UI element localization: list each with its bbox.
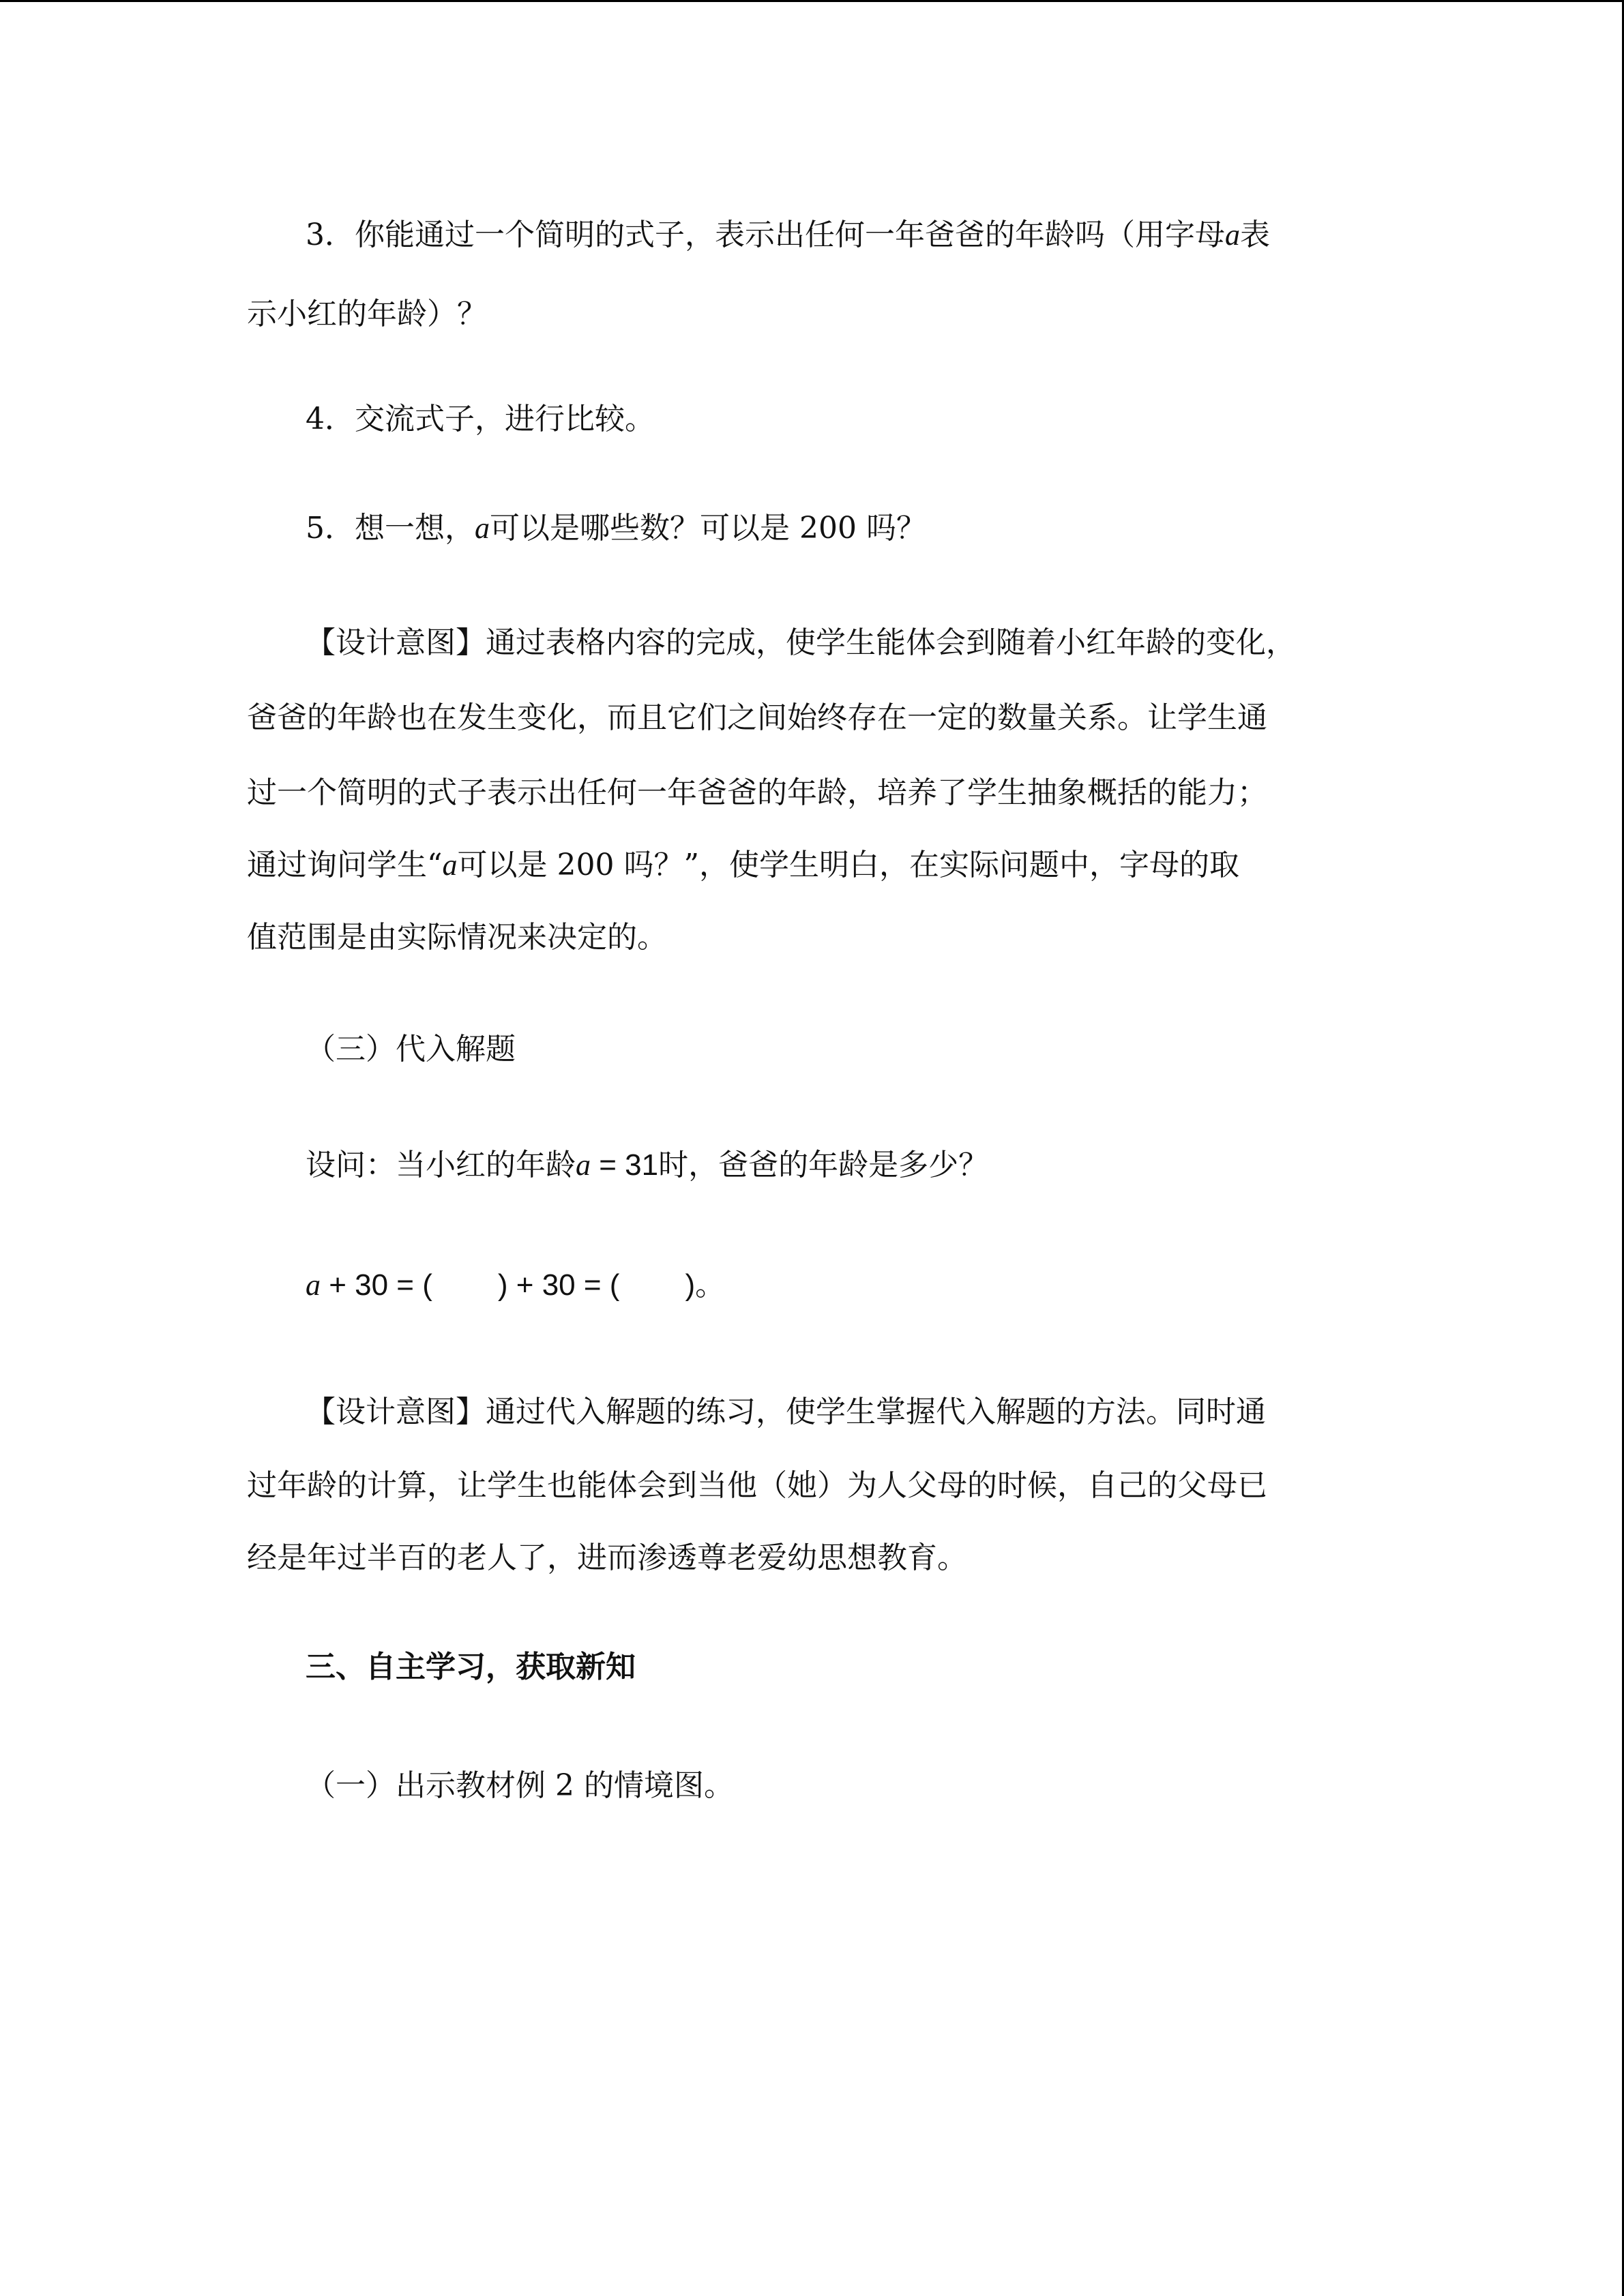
variable-a: a bbox=[306, 1268, 321, 1302]
variable-a: a bbox=[442, 848, 458, 882]
item-3-line-2: 示小红的年龄）？ bbox=[247, 297, 487, 331]
design-intent-1-line-3: 过一个简明的式子表示出任何一年爸爸的年龄，培养了学生抽象概括的能力； bbox=[247, 775, 1267, 810]
design-intent-1-line-2: 爸爸的年龄也在发生变化，而且它们之间始终存在一定的数量关系。让学生通 bbox=[247, 700, 1267, 735]
design-intent-1-line-5: 值范围是由实际情况来决定的。 bbox=[247, 920, 667, 955]
design-intent-2-line-2: 过年龄的计算，让学生也能体会到当他（她）为人父母的时候，自己的父母已 bbox=[247, 1468, 1267, 1503]
design-intent-1-line-1: 【设计意图】通过表格内容的完成，使学生能体会到随着小红年龄的变化， bbox=[306, 625, 1296, 660]
question-line: 设问：当小红的年龄a = 31时，爸爸的年龄是多少？ bbox=[306, 1148, 989, 1182]
top-border-rule bbox=[0, 0, 1624, 2]
design-intent-1-line-4: 通过询问学生“a可以是 200 吗？”，使学生明白，在实际问题中，字母的取 bbox=[247, 848, 1239, 882]
section-3-heading: （三）代入解题 bbox=[306, 1032, 516, 1067]
variable-a: a bbox=[475, 511, 490, 545]
equation-line: a + 30 = ( ) + 30 = ( )。 bbox=[306, 1268, 726, 1302]
item-4: 4．交流式子，进行比较。 bbox=[306, 402, 655, 436]
variable-a: a bbox=[576, 1148, 591, 1182]
item-5: 5．想一想，a可以是哪些数？可以是 200 吗？ bbox=[306, 511, 926, 546]
section-1-heading: （一）出示教材例 2 的情境图。 bbox=[306, 1768, 734, 1803]
design-intent-2-line-1: 【设计意图】通过代入解题的练习，使学生掌握代入解题的方法。同时通 bbox=[306, 1395, 1266, 1429]
design-intent-2-line-3: 经是年过半百的老人了，进而渗透尊老爱幼思想教育。 bbox=[247, 1540, 967, 1575]
item-3 bbox=[247, 199, 1372, 271]
item-3-line-1: 3．你能通过一个简明的式子，表示出任何一年爸爸的年龄吗（用字母a表 bbox=[306, 218, 1270, 252]
variable-a: a bbox=[1225, 218, 1240, 252]
main-heading: 三、自主学习，获取新知 bbox=[306, 1650, 636, 1684]
